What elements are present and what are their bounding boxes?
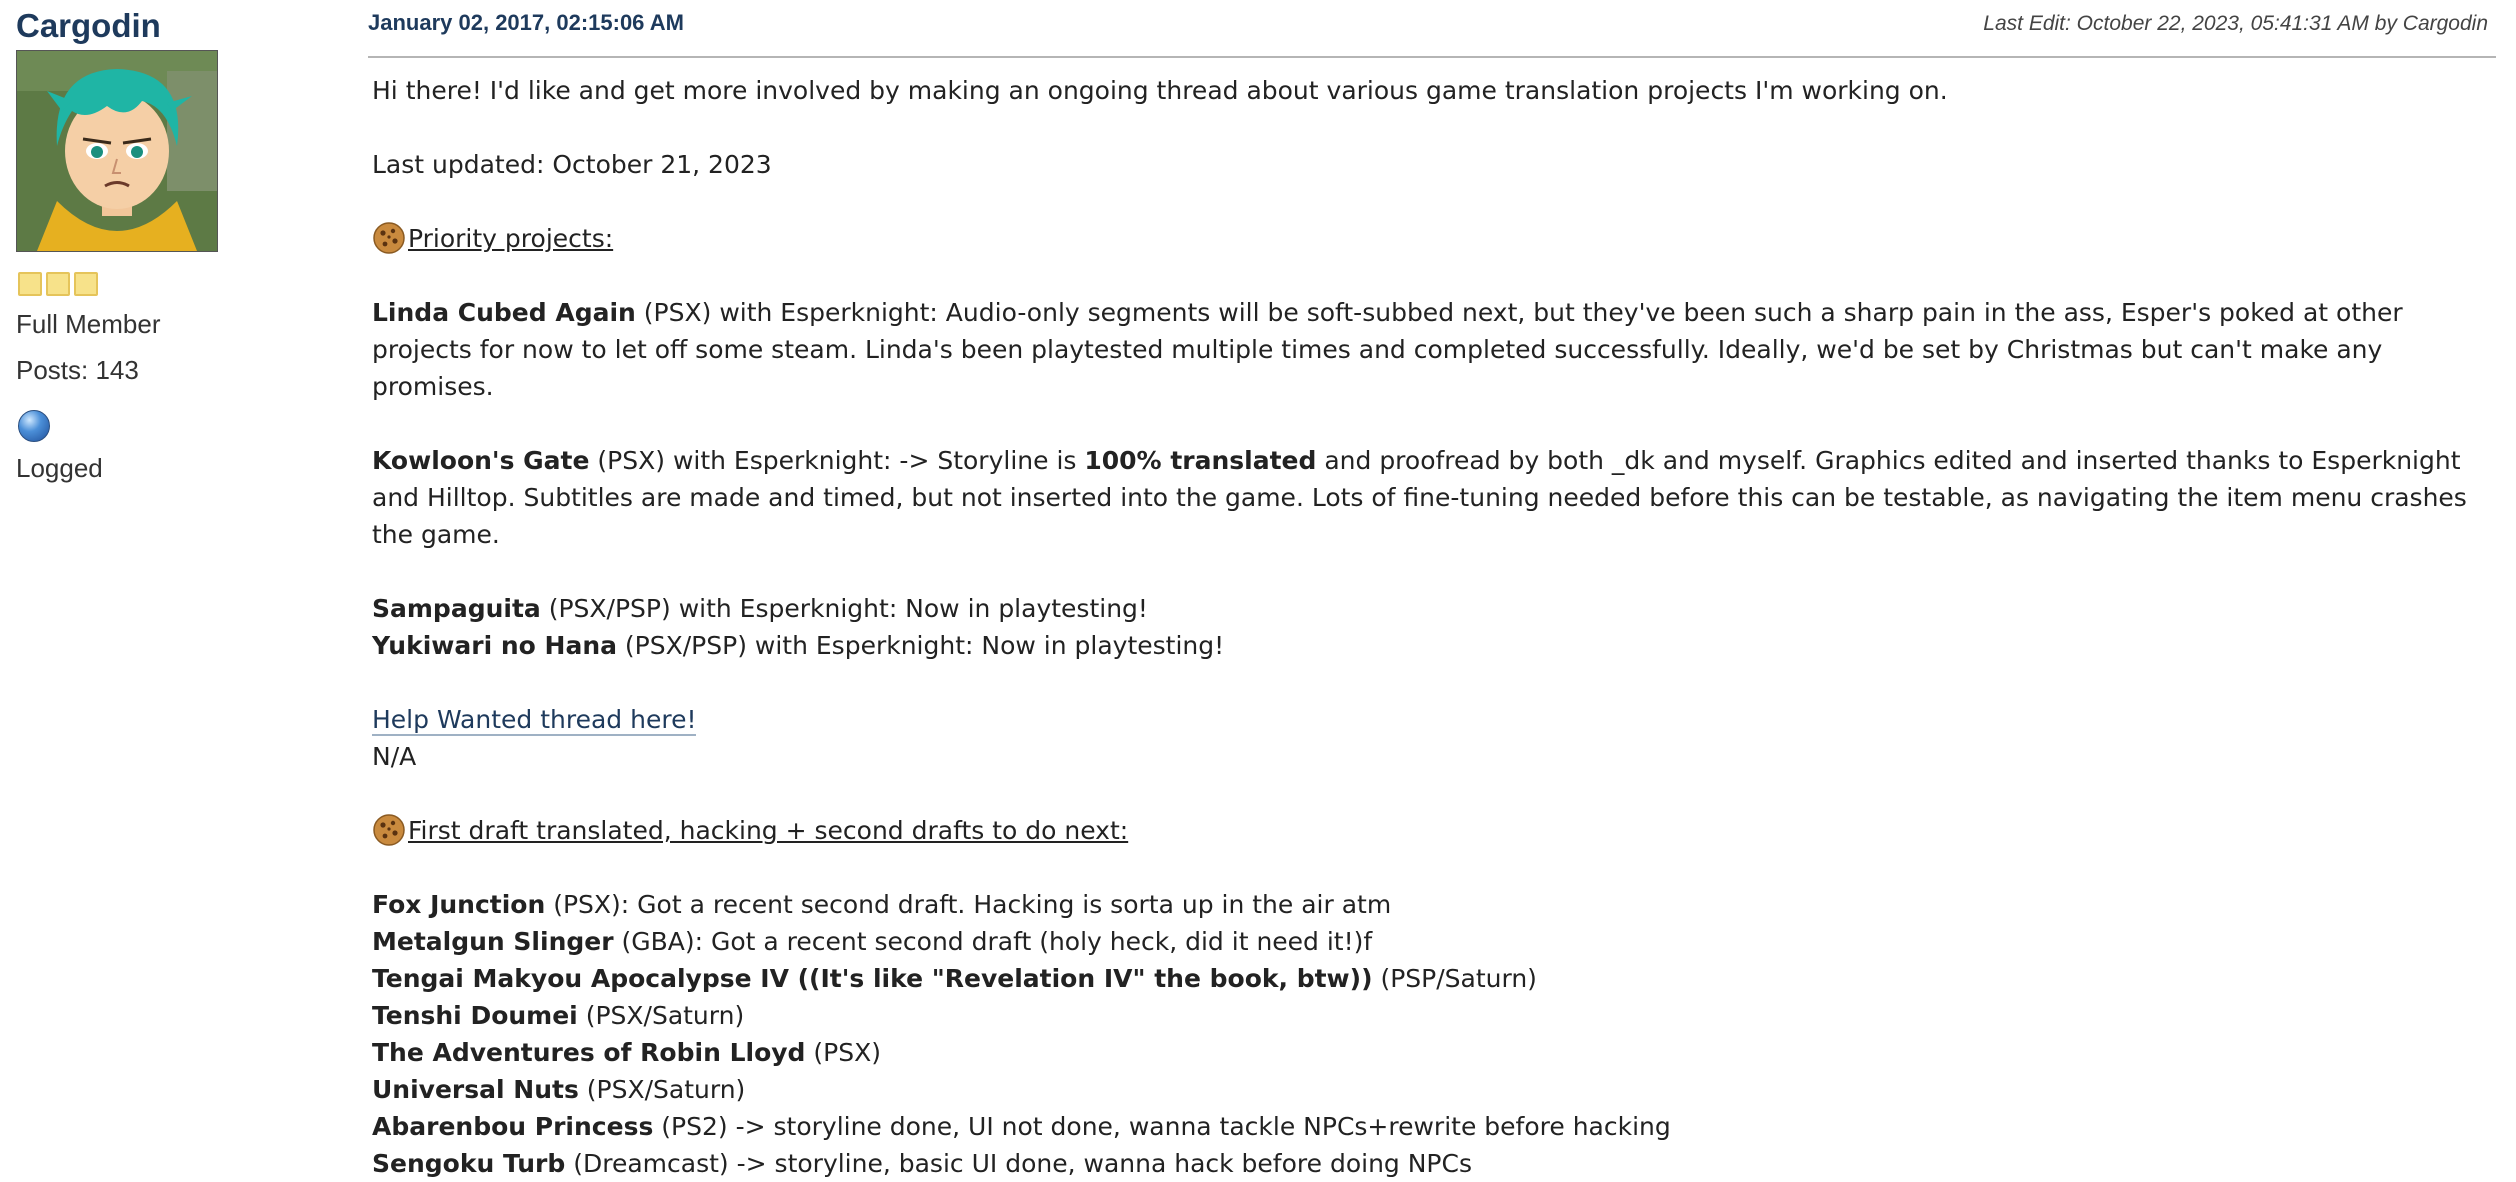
project-title: Kowloon's Gate (372, 446, 590, 475)
draft-item (372, 960, 2492, 997)
draft-desc: (GBA): Got a recent second draft (holy heck, did it need it!)f (613, 927, 1373, 956)
draft-item (372, 997, 2492, 1034)
post-body (368, 58, 2492, 1182)
project-desc: and proofread by both _dk and myself. Graphics edited and inserted thanks to Esperknight and Hilltop. Subtitles are made and timed, but not inserted into the game. Lots of fine-tuning needed before this can be testable, as navigating the item menu crashes the game. (372, 446, 2467, 549)
project-title: Linda Cubed Again (372, 298, 636, 327)
logged-label: Logged (16, 453, 103, 483)
help-wanted-link[interactable]: Help Wanted thread here! (372, 705, 697, 734)
project-sampaguita (372, 590, 2492, 627)
draft-desc: (PSX) (805, 1038, 881, 1067)
member-rank-stars (18, 272, 98, 296)
project-kowloon (372, 442, 2492, 553)
draft-desc: (PSX/Saturn) (578, 1075, 746, 1104)
last-edit-info: Last Edit: October 22, 2023, 05:41:31 AM by Cargodin (1983, 12, 2488, 35)
priority-heading (372, 220, 2492, 257)
project-title: Sampaguita (372, 594, 541, 623)
draft-desc: (PSX): Got a recent second draft. Hacking is sorta up in the air atm (545, 890, 1392, 919)
draft-heading-text: First draft translated, hacking + second drafts to do next: (408, 816, 1129, 845)
draft-title: The Adventures of Robin Lloyd (372, 1038, 806, 1067)
draft-title: Abarenbou Princess (372, 1112, 654, 1141)
avatar-image (17, 51, 217, 251)
draft-desc: (PSP/Saturn) (1372, 964, 1537, 993)
draft-title: Tenshi Doumei (372, 1001, 578, 1030)
poster-info (16, 6, 336, 483)
project-title: Yukiwari no Hana (372, 631, 617, 660)
draft-item (372, 886, 2492, 923)
post-count: Posts: 143 (16, 355, 139, 385)
draft-list (372, 886, 2492, 1182)
draft-item (372, 1108, 2492, 1145)
project-highlight: 100% translated (1084, 446, 1317, 475)
draft-item (372, 1034, 2492, 1071)
draft-desc: (PS2) -> storyline done, UI not done, wanna tackle NPCs+rewrite before hacking (653, 1112, 1671, 1141)
draft-item (372, 1145, 2492, 1182)
project-desc: (PSX/PSP) with Esperknight: Now in playtesting! (540, 594, 1148, 623)
project-desc: (PSX) with Esperknight: -> Storyline is (589, 446, 1085, 475)
forum-post (368, 0, 2496, 1182)
draft-desc: (PSX/Saturn) (577, 1001, 745, 1030)
project-desc: (PSX) with Esperknight: Audio-only segments will be soft-subbed next, but they've been such a sharp pain in the ass, Esper's poked at other projects for now to let off some steam. Linda's been playtested multiple times and completed successfully. Ideally, we'd be set by Christmas but can't make any promises. (372, 298, 2403, 401)
help-wanted-row (372, 701, 2492, 738)
draft-title: Sengoku Turb (372, 1149, 566, 1178)
post-date-link[interactable]: January 02, 2017, 02:15:06 AM (368, 10, 684, 35)
draft-item (372, 1071, 2492, 1108)
draft-title: Fox Junction (372, 890, 546, 919)
rank-star-icon (18, 272, 42, 296)
user-avatar[interactable] (16, 50, 218, 252)
member-rank-label: Full Member (16, 309, 161, 339)
draft-heading (372, 812, 2492, 849)
website-globe-icon[interactable] (18, 410, 50, 442)
draft-title: Metalgun Slinger (372, 927, 614, 956)
project-desc: (PSX/PSP) with Esperknight: Now in playtesting! (616, 631, 1225, 660)
rank-star-icon (46, 272, 70, 296)
priority-heading-text: Priority projects: (408, 224, 614, 253)
intro-text: Hi there! I'd like and get more involved by making an ongoing thread about various game translation projects I'm working on. (372, 76, 1948, 105)
last-updated-text: Last updated: October 21, 2023 (372, 150, 772, 179)
help-wanted-value: N/A (372, 742, 417, 771)
draft-desc: (Dreamcast) -> storyline, basic UI done, wanna hack before doing NPCs (565, 1149, 1472, 1178)
cookie-icon (372, 813, 406, 847)
poster-name-link[interactable]: Cargodin (16, 7, 161, 44)
draft-item (372, 923, 2492, 960)
draft-title: Tengai Makyou Apocalypse IV ((It's like "Revelation IV" the book, btw)) (372, 964, 1373, 993)
project-linda (372, 294, 2492, 405)
rank-star-icon (74, 272, 98, 296)
draft-title: Universal Nuts (372, 1075, 579, 1104)
cookie-icon (372, 221, 406, 255)
project-yukiwari (372, 627, 2492, 664)
post-header (368, 0, 2496, 58)
